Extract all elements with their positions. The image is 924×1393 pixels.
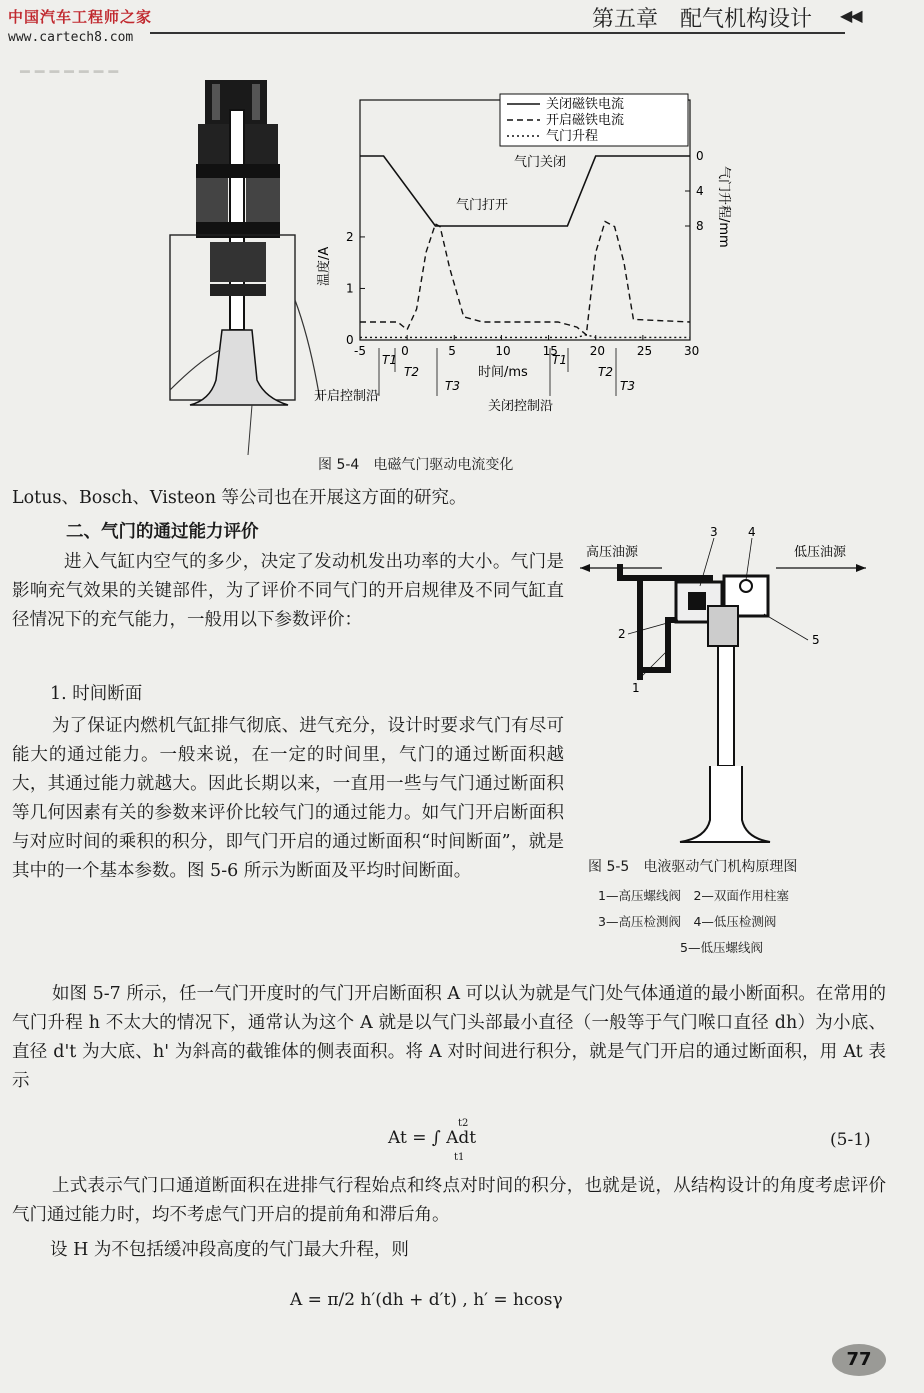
series-line-关闭磁铁电流: [360, 335, 690, 338]
y2-tick-label: 0: [696, 149, 704, 163]
y-tick-label: 0: [346, 333, 354, 347]
callout-4: 4: [748, 525, 756, 539]
chapter-title: 第五章 配气机构设计: [592, 7, 813, 32]
paragraph-5: 设 H 为不包括缓冲段高度的气门最大升程，则: [50, 1240, 409, 1260]
x-tick-label: -5: [354, 344, 366, 358]
equation-area: A = π/2 h′(dh + d′t) , h′ = hcosγ: [290, 1290, 563, 1310]
fig55-legend-1: 1—高压螺线阀 2—双面作用柱塞: [598, 888, 789, 903]
site-url: www.cartech8.com: [8, 30, 134, 45]
callout-2: 2: [618, 627, 626, 641]
y2-tick-label: 8: [696, 219, 704, 233]
callout-5: 5: [812, 633, 820, 647]
x-tick-label: 25: [636, 344, 653, 358]
callout-3: 3: [710, 525, 718, 539]
eq1-lower-limit: t1: [454, 1152, 465, 1163]
t2-label: T2: [404, 365, 419, 379]
fig55-drawing: [580, 520, 880, 860]
eq1-upper-limit: t2: [458, 1118, 469, 1129]
y2-tick-label: 4: [696, 184, 704, 198]
x-tick-label: 20: [589, 344, 605, 358]
high-pressure-label: 高压油源: [586, 545, 639, 560]
close-edge-label: 关闭控制沿: [488, 399, 554, 414]
fig54-chart: [300, 86, 740, 416]
open-edge-label: 开启控制沿: [314, 389, 380, 404]
label-valve-closed: 气门关闭: [514, 155, 567, 170]
y-tick-label: 2: [346, 229, 354, 244]
page-number: 77: [832, 1344, 886, 1376]
header-rule: [150, 32, 845, 34]
subheading-time-section: 1. 时间断面: [50, 684, 143, 704]
label-valve-open: 气门打开: [456, 198, 509, 213]
x-tick-label: 5: [448, 344, 456, 358]
paragraph-3: 如图 5-7 所示，任一气门开度时的气门开启断面积 A 可以认为就是气门处气体通道的最小断面积。在常用的气门升程 h 不太大的情况下，通常认为这个 A 就是以气门头部最小直径（一般等于气门喉口直径 dh）为小底、直径 d't 为大底、h' 为斜高的截锥体的侧表面积。将 A 对时间进行积分，就是气门开启的通过断面积，用 At 表示: [12, 984, 886, 1091]
equation-number: (5-1): [830, 1130, 871, 1150]
fig54-caption: 图 5-4 电磁气门驱动电流变化: [318, 457, 514, 473]
t1-label: T1: [552, 353, 567, 367]
line-lotus: Lotus、Bosch、Visteon 等公司也在开展这方面的研究。: [12, 488, 467, 508]
paragraph-1: 进入气缸内空气的多少，决定了发动机发出功率的大小。气门是影响充气效果的关键部件，为了评价不同气门的开启规律及不同气缸直径情况下的充气能力，一般用以下参数评价：: [12, 552, 564, 630]
x-axis-label: 时间/ms: [478, 365, 528, 380]
x-tick-label: 0: [401, 344, 409, 358]
nav-arrows-icon: ◀◀: [840, 6, 861, 25]
series-line-开启磁铁电流: [360, 222, 690, 335]
y-tick-label: 1: [346, 281, 354, 296]
paragraph-2: 为了保证内燃机气缸排气彻底、进气充分，设计时要求气门有尽可能大的通过能力。一般来说，在一定的时间里，气门的通过断面积越大，其通过能力就越大。因此长期以来，一直用一些与气门通过断面积等几何因素有关的参数来评价比较气门的通过能力。如气门开启断面积与对应时间的乘积的积分，即气门开启的通过断面积“时间断面”，就是其中的一个基本参数。图 5-6 所示为断面及平均时间断面。: [12, 716, 564, 881]
equation-5-1: At = ∫ Adt: [388, 1128, 477, 1148]
fig55-caption: 图 5-5 电液驱动气门机构原理图: [588, 859, 798, 875]
low-pressure-label: 低压油源: [794, 545, 847, 560]
legend-label: 气门升程: [546, 129, 599, 144]
x-tick-label: 10: [495, 344, 511, 358]
t2-label: T2: [598, 365, 613, 379]
section-heading: 二、气门的通过能力评价: [66, 522, 259, 542]
legend-label: 开启磁铁电流: [546, 113, 625, 128]
x-tick-label: 30: [684, 344, 700, 358]
y2-axis-label: 气门升程/mm: [716, 166, 731, 248]
site-title: 中国汽车工程师之家: [8, 8, 153, 26]
paragraph-4: 上式表示气门口通道断面积在进排气行程始点和终点对时间的积分，也就是说，从结构设计的角度考虑评价气门通过能力时，均不考虑气门开启的提前角和滞后角。: [12, 1176, 886, 1225]
bleed-through: ━ ━ ━ ━ ━ ━ ━: [20, 62, 118, 81]
t3-label: T3: [445, 379, 460, 393]
t3-label: T3: [620, 379, 635, 393]
fig55-legend-2: 3—高压检测阀 4—低压检测阀: [598, 914, 777, 929]
y-axis-label: 温度/A: [317, 246, 332, 286]
t1-label: T1: [382, 353, 397, 367]
fig55-legend-3: 5—低压螺线阀: [680, 940, 763, 955]
callout-1: 1: [632, 681, 640, 695]
legend-label: 关闭磁铁电流: [546, 97, 625, 112]
x-tick-label: 15: [542, 344, 558, 358]
